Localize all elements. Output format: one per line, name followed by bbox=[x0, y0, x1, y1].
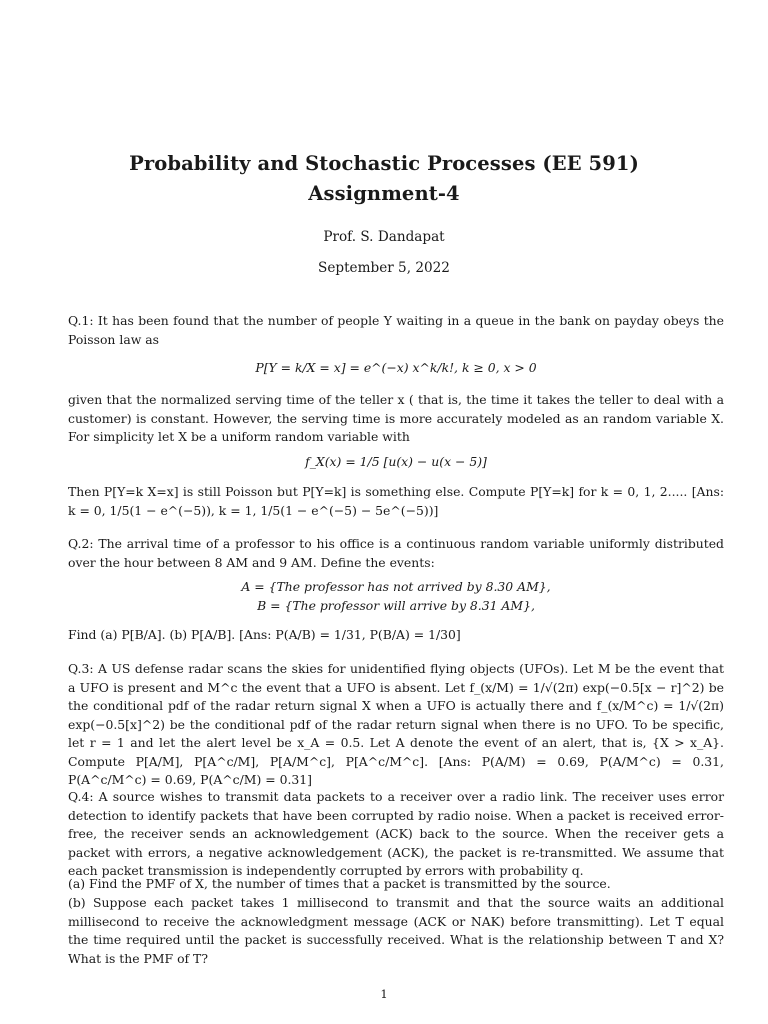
q1-intro: Q.1: It has been found that the number of people Y waiting in a queue in the bank on payday obeys the Poisson law as bbox=[68, 313, 724, 347]
q4-intro: Q.4: A source wishes to transmit data packets to a receiver over a radio link. The receiver uses error detection to identify packets that have been corrupted by radio noise. When a packet is received error-free, the receiver sends an acknowledgement (ACK) back to the source. When the receiver gets a packet with errors, a negative acknowledgement (ACK), the packet is re-transmitted. We assume that each packet transmission is independently corrupted by errors with probability q. bbox=[68, 789, 724, 878]
document-title: Probability and Stochastic Processes (EE 591) bbox=[129, 152, 639, 175]
author: Prof. S. Dandapat bbox=[323, 229, 445, 245]
page-number: 1 bbox=[380, 987, 388, 1001]
date: September 5, 2022 bbox=[318, 260, 450, 276]
q1-description: given that the normalized serving time of the teller x ( that is, the time it takes the teller to deal with a customer) is constant. However, the serving time is more accurately modeled as an random variable X. For simplicity let X be a uniform random variable with bbox=[68, 392, 724, 444]
q4-part-b: (b) Suppose each packet takes 1 millisecond to transmit and that the source waits an additional millisecond to receive the acknowledgment message (ACK or NAK) before transmitting). Let T equal the time required until the packet is successfully received. What is the relationship between T and X? What is the PMF of T? bbox=[68, 895, 724, 966]
document-subtitle: Assignment-4 bbox=[308, 182, 460, 205]
q2-intro: Q.2: The arrival time of a professor to his office is a continuous random variable uniformly distributed over the hour between 8 AM and 9 AM. Define the events: bbox=[68, 536, 724, 570]
q2-event-b: B = {The professor will arrive by 8.31 AM}, bbox=[257, 598, 535, 613]
q1-equation-uniform: f_X(x) = 1/5 [u(x) − u(x − 5)] bbox=[305, 454, 487, 469]
q1-equation-poisson: P[Y = k/X = x] = e^(−x) x^k/k!, k ≥ 0, x > 0 bbox=[255, 360, 537, 375]
q2-question: Find (a) P[B/A]. (b) P[A/B]. [Ans: P(A/B) = 1/31, P(B/A) = 1/30] bbox=[68, 627, 461, 642]
q3-text: Q.3: A US defense radar scans the skies for unidentified flying objects (UFOs). Let M be the event that a UFO is present and M^c the event that a UFO is absent. Let f_(x/M) = 1/√(2π) exp(−0.5[x − r]^2) be the conditional pdf of the radar return signal X when a UFO is actually there and f_(x/M^c) = 1/√(2π) exp(−0.5[x]^2) be the conditional pdf of the radar return signal when there is no UFO. To be specific, let r = 1 and let the alert level be x_A = 0.5. Let A denote the event of an alert, that is, {X > x_A}. Compute P[A/M], P[A^c/M], P[A/M^c], P[A^c/M^c]. [Ans: P(A/M) = 0.69, P(A/M^c) = 0.31, P(A^c/M^c) = 0.69, P(A^c/M) = 0.31] bbox=[68, 661, 724, 787]
q2-event-a: A = {The professor has not arrived by 8.30 AM}, bbox=[241, 579, 551, 594]
q4-part-a: (a) Find the PMF of X, the number of times that a packet is transmitted by the source. bbox=[68, 876, 611, 891]
q1-question: Then P[Y=k X=x] is still Poisson but P[Y=k] is something else. Compute P[Y=k] for k = 0, 1, 2..... [Ans: k = 0, 1/5(1 − e^(−5)), k = 1, 1/5(1 − e^(−5) − 5e^(−5))] bbox=[68, 484, 724, 518]
